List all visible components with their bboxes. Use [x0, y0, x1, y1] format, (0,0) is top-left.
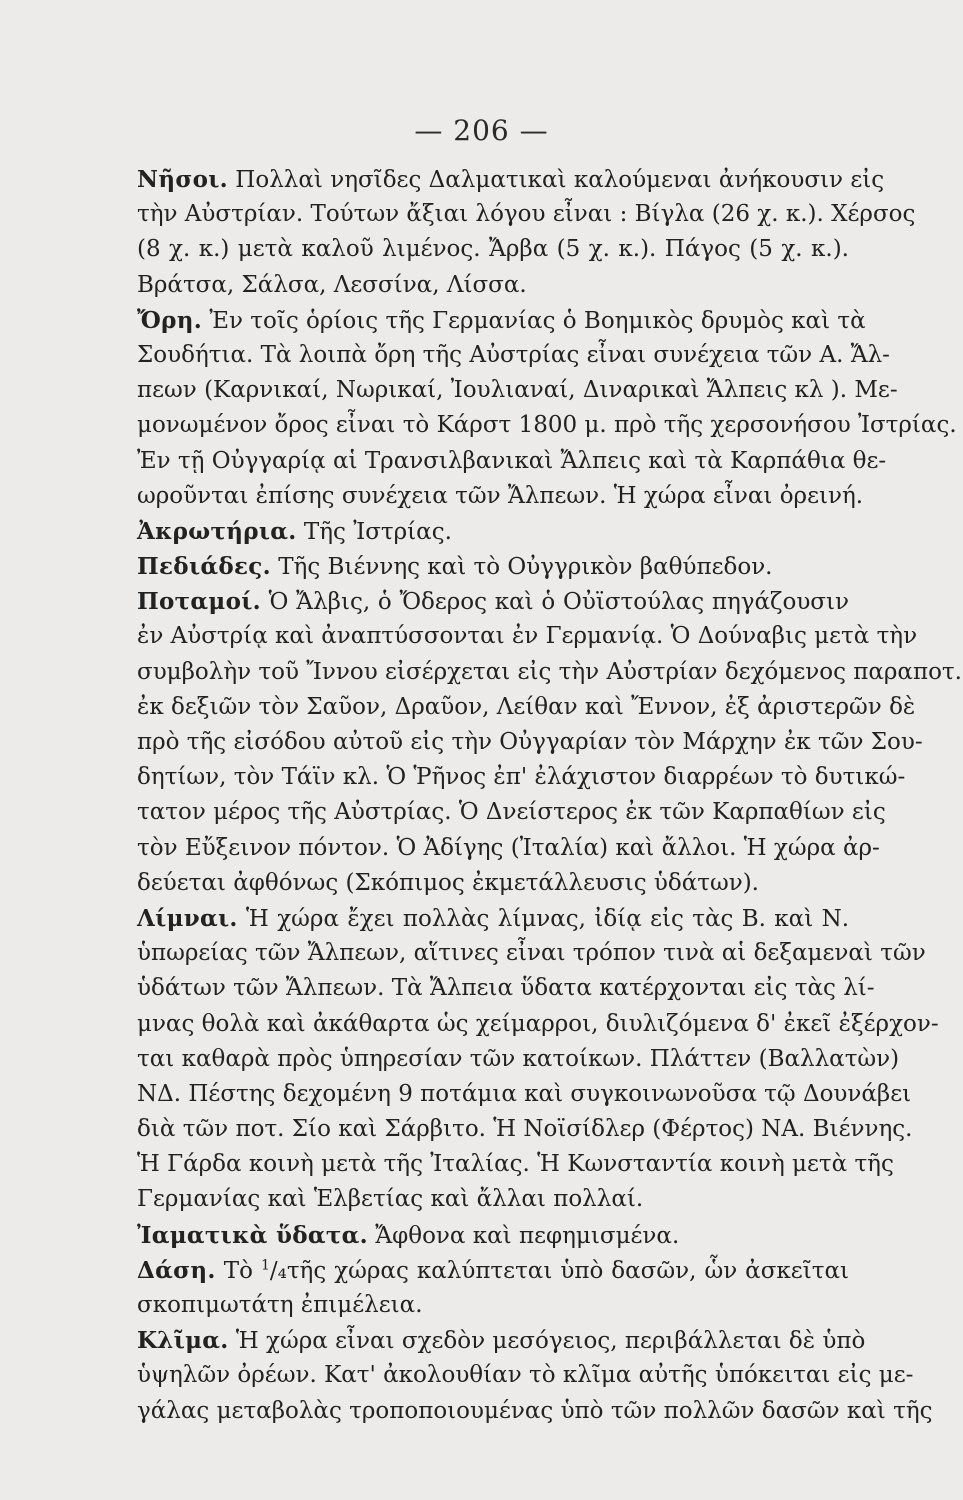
text-line: [137, 162, 885, 197]
line-text: Ἐν τοῖς ὁρίοις τῆς Γερμανίας ὁ Βοημικὸς δρυμὸς καὶ τὰ: [202, 307, 866, 334]
line-text: γάλας μεταβολὰς τροποποιουμένας ὑπὸ τῶν πολλῶν δασῶν καὶ τῆς: [137, 1397, 933, 1424]
line-text: (8 χ. κ.) μετὰ καλοῦ λιμένος. Ἄρβα (5 χ. κ.). Πάγος (5 χ. κ.).: [137, 236, 849, 263]
section-heading: Ποταμοί.: [137, 588, 261, 616]
section-heading: Πεδιάδες.: [137, 553, 271, 581]
line-text: ΝΔ. Πέστης δεχομένη 9 ποτάμια καὶ συγκοινωνοῦσα τῷ Δουνάβει: [137, 1080, 912, 1107]
section-heading: Ὄρη.: [137, 306, 203, 334]
text-line: [137, 1007, 939, 1042]
line-text: δεύεται ἀφθόνως (Σκόπιμος ἐκμετάλλευσις ὑδάτων).: [137, 869, 759, 896]
text-line: [137, 1042, 900, 1077]
line-text: Ἡ Γάρδα κοινὴ μετὰ τῆς Ἰταλίας. Ἡ Κωνσταντία κοινὴ μετὰ τῆς: [137, 1151, 894, 1178]
line-text: Τὸ: [215, 1257, 261, 1284]
text-line: [137, 268, 849, 303]
text-line: [137, 197, 916, 232]
body-text: [137, 162, 962, 1429]
text-line: [137, 479, 864, 514]
line-text: Ὁ Ἄλβις, ὁ Ὄδερος καὶ ὁ Οὐϊστούλας πηγάζουσιν: [260, 589, 849, 616]
line-text: Τῆς Ἰστρίας.: [296, 518, 452, 545]
line-text: Ἡ χώρα εἶναι σχεδὸν μεσόγειος, περιβάλλεται δὲ ὑπὸ: [228, 1328, 866, 1355]
line-text: Ἐν τῇ Οὐγγαρίᾳ αἱ Τρανσιλβανικαὶ Ἄλπεις καὶ τὰ Καρπάθια θε-: [137, 447, 887, 474]
text-line: [137, 338, 890, 373]
line-text: ὑδάτων τῶν Ἄλπεων. Τὰ Ἄλπεια ὕδατα κατέρχονται εἰς τὰς λί-: [137, 975, 875, 1002]
line-text: ωροῦνται ἐπίσης συνέχεια τῶν Ἄλπεων. Ἡ χώρα εἶναι ὀρεινή.: [137, 482, 864, 509]
line-text: Βράτσα, Σάλσα, Λεσσίνα, Λίσσα.: [137, 271, 527, 298]
fraction-numerator: 1: [260, 1257, 270, 1274]
section-heading: Κλῖμα.: [137, 1327, 229, 1355]
text-line: [137, 584, 849, 619]
page-number: — 206 —: [414, 114, 549, 147]
text-line: [137, 1182, 849, 1217]
line-text: ται καθαρὰ πρὸς ὑπηρεσίαν τῶν κατοίκων. Πλάττεν (Βαλλατὼν): [137, 1045, 900, 1072]
line-text: ἐκ δεξιῶν τὸν Σαῦον, Δραῦον, Λείθαν καὶ Ἔννον, ἐξ ἀριστερῶν δὲ: [137, 693, 916, 720]
line-text: δητίων, τὸν Τάϊν κλ. Ὁ Ῥῆνος ἐπ' ἐλάχιστον διαρρέων τὸ δυτικώ-: [137, 764, 906, 791]
section-heading: Ἀκρωτήρια.: [137, 517, 297, 545]
text-line: [137, 795, 886, 830]
section-heading: Δάση.: [137, 1256, 216, 1284]
section-heading: Λίμναι.: [137, 904, 238, 932]
line-text: μνας θολὰ καὶ ἀκάθαρτα ὡς χείμαρροι, διυλιζόμενα δ' ἐκεῖ ἐξέρχον-: [137, 1010, 939, 1037]
text-line: [137, 303, 866, 338]
line-text: τὸν Εὔξεινον πόντον. Ὁ Ἀδίγης (Ἰταλία) καὶ ἄλλοι. Ἡ χώρα ἀρ-: [137, 834, 880, 861]
line-text: Τῆς Βιέννης καὶ τὸ Οὐγγρικὸν βαθύπεδον.: [270, 554, 773, 581]
line-text: Ἡ χώρα ἔχει πολλὰς λίμνας, ἰδίᾳ εἰς τὰς Β. καὶ Ν.: [237, 905, 849, 932]
line-text: Πολλαὶ νησῖδες Δαλματικαὶ καλούμεναι ἀνήκουσιν εἰς: [227, 167, 885, 193]
text-line: [137, 1147, 894, 1182]
text-line: [137, 408, 957, 443]
line-text: ὑπωρείας τῶν Ἄλπεων, αἵτινες εἶναι τρόπον τινὰ αἱ δεξαμεναὶ τῶν: [137, 940, 926, 967]
text-line: [137, 1253, 849, 1288]
line-text: σκοπιμωτάτη ἐπιμέλεια.: [137, 1292, 423, 1318]
line-text: ὑψηλῶν ὀρέων. Κατ' ἀκολουθίαν τὸ κλῖμα αὐτῆς ὑπόκειται εἰς με-: [137, 1362, 914, 1389]
line-text: πρὸ τῆς εἰσόδου αὐτοῦ εἰς τὴν Οὐγγαρίαν τὸν Μάρχην ἐκ τῶν Σου-: [137, 729, 923, 755]
text-line: [137, 549, 849, 584]
line-text: συμβολὴν τοῦ Ἴννου εἰσέρχεται εἰς τὴν Αὐστρίαν δεχόμενος παραποτ.: [137, 658, 962, 685]
line-text: διὰ τῶν ποτ. Σίο καὶ Σάρβιτο. Ἡ Νοϊσίδλερ (Φέρτος) ΝΑ. Βιέννης.: [137, 1116, 913, 1143]
text-line: [137, 373, 898, 408]
text-line: [137, 1323, 866, 1358]
text-line: [137, 232, 849, 267]
line-text: τατον μέρος τῆς Αὐστρίας. Ὁ Δνείστερος ἐκ τῶν Καρπαθίων εἰς: [137, 799, 886, 826]
section-heading: Ἰαματικὰ ὕδατα.: [137, 1221, 368, 1249]
section-heading: Νῆσοι.: [137, 166, 228, 193]
text-line: [137, 760, 906, 795]
line-text: Γερμανίας καὶ Ἑλβετίας καὶ ἄλλαι πολλαί.: [137, 1186, 644, 1213]
text-line: [137, 619, 918, 654]
line-text: Σουδήτια. Τὰ λοιπὰ ὄρη τῆς Αὐστρίας εἶναι συνέχεια τῶν Α. Ἄλ-: [137, 341, 890, 368]
text-line: [137, 690, 916, 725]
text-line: [137, 866, 849, 901]
line-text: τὴν Αὐστρίαν. Τούτων ἄξιαι λόγου εἶναι : Βίγλα (26 χ. κ.). Χέρσος: [137, 201, 916, 228]
text-line: [137, 1077, 912, 1112]
line-text-continued: /₄τῆς χώρας καλύπτεται ὑπὸ δασῶν, ὧν ἀσκεῖται: [269, 1257, 849, 1284]
text-line: [137, 971, 875, 1006]
line-text: μονωμένον ὄρος εἶναι τὸ Κάρστ 1800 μ. πρὸ τῆς χερσονήσου Ἰστρίας.: [137, 412, 957, 439]
line-text: πεων (Καρνικαί, Νωρικαί, Ἰουλιαναί, Διναρικαὶ Ἄλπεις κλ ). Με-: [137, 377, 898, 404]
text-line: [137, 1218, 849, 1253]
text-line: [137, 444, 887, 479]
text-line: [137, 655, 962, 690]
text-line: [137, 831, 880, 866]
text-line: [137, 1358, 914, 1393]
text-line: [137, 1394, 933, 1429]
line-text: ἐν Αὐστρίᾳ καὶ ἀναπτύσσονται ἐν Γερμανίᾳ. Ὁ Δούναβις μετὰ τὴν: [137, 623, 918, 650]
text-line: [137, 1112, 913, 1147]
line-text: Ἄφθονα καὶ πεφημισμένα.: [367, 1222, 680, 1249]
text-line: [137, 1288, 849, 1323]
text-line: [137, 901, 849, 936]
text-line: [137, 936, 926, 971]
text-line: [137, 514, 849, 549]
text-line: [137, 725, 923, 760]
